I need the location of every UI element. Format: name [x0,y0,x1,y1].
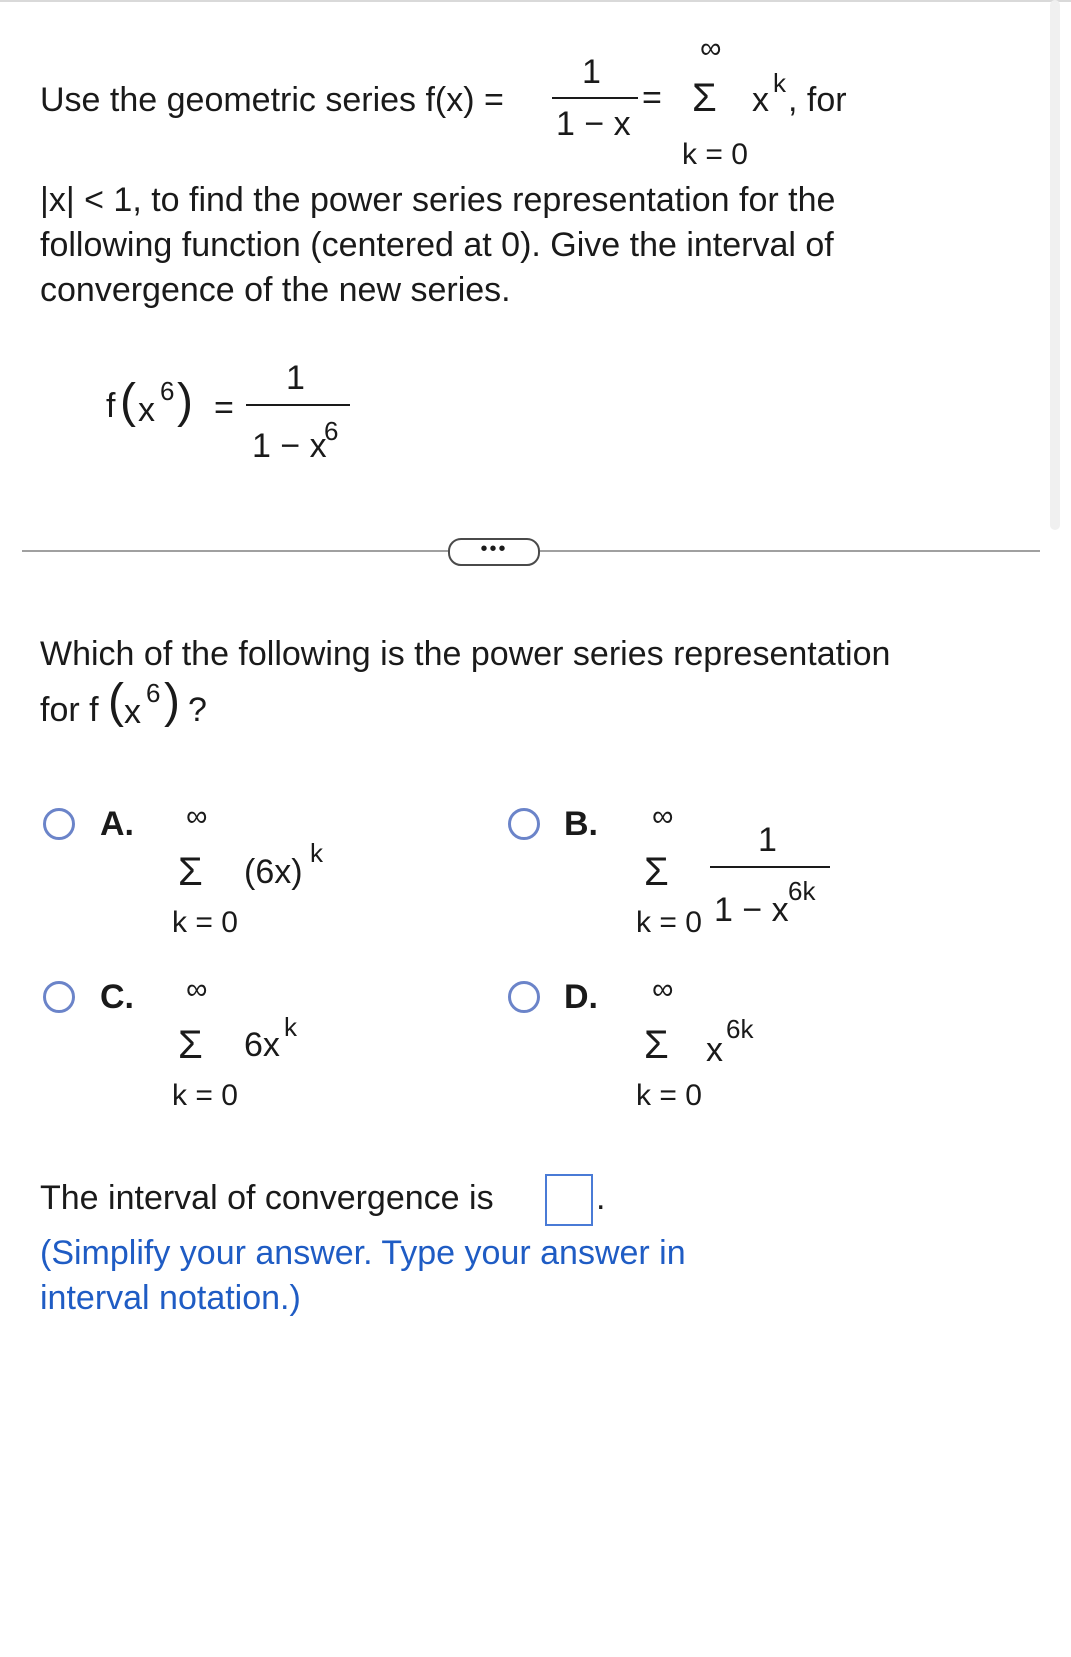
more-button[interactable]: ••• [448,538,540,566]
given-frac-bar [246,404,350,406]
option-b-sum-upper-limit: ∞ [652,800,674,833]
given-lhs-exponent: 6 [160,376,175,406]
intro-term-base: x [752,81,769,119]
option-d-sigma: Σ [644,1023,669,1067]
intro-after: , for [788,81,847,119]
question-exponent: 6 [146,678,161,708]
option-b-sum-lower-limit: k = 0 [636,906,702,939]
intro-lead: Use the geometric series f(x) = [40,81,504,119]
given-denominator-exponent: 6 [324,416,339,446]
scrollbar[interactable] [1050,0,1060,530]
answer-prefix: The interval of convergence is [40,1179,494,1217]
option-a-label[interactable]: A. [100,805,134,843]
intro-sum-upper-limit: ∞ [700,32,722,65]
given-denominator: 1 − x [252,427,327,465]
intro-term-exponent: k [773,68,786,98]
intro-sigma: Σ [692,76,717,120]
option-d-sum-upper-limit: ∞ [652,973,674,1006]
option-a-term-exponent: k [310,838,323,868]
option-a-sum-upper-limit: ∞ [186,800,208,833]
option-d-term-exponent: 6k [726,1014,754,1044]
intro-frac-bar [552,97,638,99]
intro-sum-lower-limit: k = 0 [682,138,748,171]
option-c-sum-lower-limit: k = 0 [172,1079,238,1112]
option-a-sigma: Σ [178,850,203,894]
given-lhs-close-paren: ) [177,375,193,428]
answer-suffix: . [596,1179,606,1217]
intro-line-4: convergence of the new series. [40,271,511,309]
option-c-label[interactable]: C. [100,978,134,1016]
option-c-term: 6x [244,1026,280,1064]
given-equals: = [214,389,234,427]
option-d-term: x [706,1031,723,1069]
interval-answer-input[interactable] [545,1174,593,1226]
option-b-sigma: Σ [644,850,669,894]
answer-hint-line-2: interval notation.) [40,1279,301,1317]
option-b-numerator: 1 [758,821,777,859]
intro-frac-denominator: 1 − x [556,105,631,143]
option-b-label[interactable]: B. [564,805,598,843]
intro-equals: = [642,79,662,117]
question-line-1: Which of the following is the power series representation [40,635,891,673]
option-c-term-exponent: k [284,1012,297,1042]
answer-hint-line-1: (Simplify your answer. Type your answer in [40,1234,686,1272]
option-b-radio[interactable] [508,808,540,840]
question-line-2-prefix: for f [40,691,99,729]
question-mark: ? [188,691,207,729]
given-lhs-x: x [138,391,155,429]
given-lhs-f: f [106,387,116,425]
option-c-sigma: Σ [178,1023,203,1067]
question-close-paren: ) [164,675,180,728]
option-d-radio[interactable] [508,981,540,1013]
given-numerator: 1 [286,359,305,397]
option-d-label[interactable]: D. [564,978,598,1016]
intro-frac-numerator: 1 [582,53,601,91]
option-a-sum-lower-limit: k = 0 [172,906,238,939]
option-d-sum-lower-limit: k = 0 [636,1079,702,1112]
option-b-frac-bar [710,866,830,868]
option-b-denominator: 1 − x [714,891,789,929]
option-a-term: (6x) [244,853,303,891]
question-x: x [124,693,141,731]
option-a-radio[interactable] [43,808,75,840]
option-c-radio[interactable] [43,981,75,1013]
top-border [0,0,1071,2]
intro-line-2: |x| < 1, to find the power series representation for the [40,181,836,219]
question-open-paren: ( [108,675,124,728]
option-b-denominator-exponent: 6k [788,876,816,906]
option-c-sum-upper-limit: ∞ [186,973,208,1006]
intro-line-3: following function (centered at 0). Give the interval of [40,226,834,264]
given-lhs-open-paren: ( [120,375,136,428]
